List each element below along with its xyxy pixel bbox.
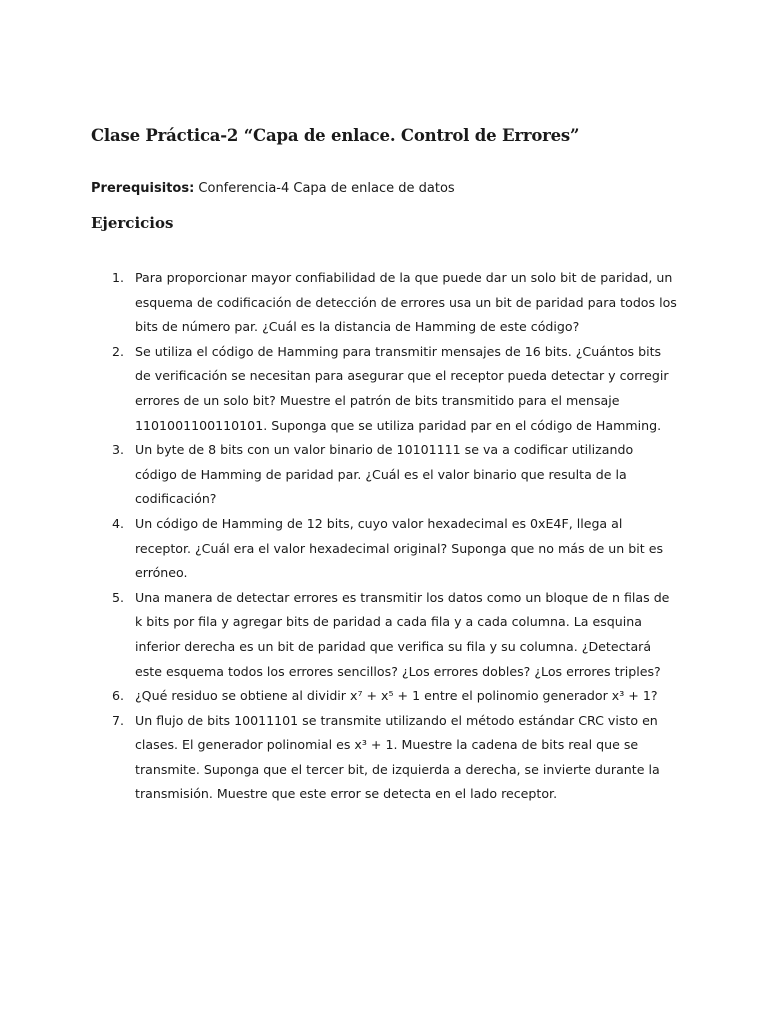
prerequisites-value: Conferencia-4 Capa de enlace de datos	[194, 181, 455, 196]
exercise-item	[107, 438, 677, 512]
exercise-list	[107, 266, 677, 807]
exercise-item	[107, 266, 677, 340]
document-title: Clase Práctica-2 “Capa de enlace. Control de Errores”	[91, 126, 580, 145]
exercise-number: 3.	[112, 442, 125, 458]
exercise-number: 5.	[112, 589, 125, 605]
exercise-text: Para proporcionar mayor confiabilidad de la que puede dar un solo bit de paridad, un esquema de codificación de detección de errores usa un bit de paridad para todos los bits de número par. ¿Cuál es la distancia de Hamming de este código?	[135, 270, 677, 335]
exercise-number: 2.	[112, 343, 125, 359]
prerequisites-line	[91, 179, 455, 199]
exercise-item	[107, 340, 677, 438]
exercise-text: Un byte de 8 bits con un valor binario de 10101111 se va a codificar utilizando código de Hamming de paridad par. ¿Cuál es el valor binario que resulta de la codificación?	[135, 442, 634, 507]
exercise-item	[107, 512, 677, 586]
exercise-text: Se utiliza el código de Hamming para transmitir mensajes de 16 bits. ¿Cuántos bits de verificación se necesitan para asegurar que el receptor pueda detectar y corregir errores de un solo bit? Muestre el patrón de bits transmitido para el mensaje 1101001100110101. Suponga que se utiliza paridad par en el código de Hamming.	[135, 343, 669, 433]
exercise-number: 1.	[112, 270, 125, 285]
exercise-text: Un código de Hamming de 12 bits, cuyo valor hexadecimal es 0xE4F, llega al receptor. ¿Cuál era el valor hexadecimal original? Suponga que no más de un bit es erróneo.	[135, 515, 664, 581]
exercise-item	[107, 586, 677, 684]
prerequisites-label: Prerequisitos:	[91, 181, 195, 196]
exercise-number: 4.	[112, 515, 125, 531]
exercise-number: 6.	[112, 688, 125, 704]
exercise-item	[107, 709, 677, 807]
exercise-text: ¿Qué residuo se obtiene al dividir x⁷ + x⁵ + 1 entre el polinomio generador x³ + 1?	[135, 688, 658, 704]
exercise-text: Una manera de detectar errores es transmitir los datos como un bloque de n filas de k bits por fila y agregar bits de paridad a cada fila y a cada columna. La esquina inferior derecha es un bit de paridad que verifica su fila y su columna. ¿Detectará este esquema todos los errores sencillos? ¿Los errores dobles? ¿Los errores triples?	[135, 589, 670, 679]
exercise-item	[107, 684, 677, 709]
section-heading: Ejercicios	[91, 214, 174, 232]
exercise-number: 7.	[112, 712, 125, 728]
exercise-text: Un flujo de bits 10011101 se transmite utilizando el método estándar CRC visto en clases. El generador polinomial es x³ + 1. Muestre la cadena de bits real que se transmite. Suponga que el tercer bit, de izquierda a derecha, se invierte durante la transmisión. Muestre que este error se detecta en el lado receptor.	[135, 712, 660, 802]
